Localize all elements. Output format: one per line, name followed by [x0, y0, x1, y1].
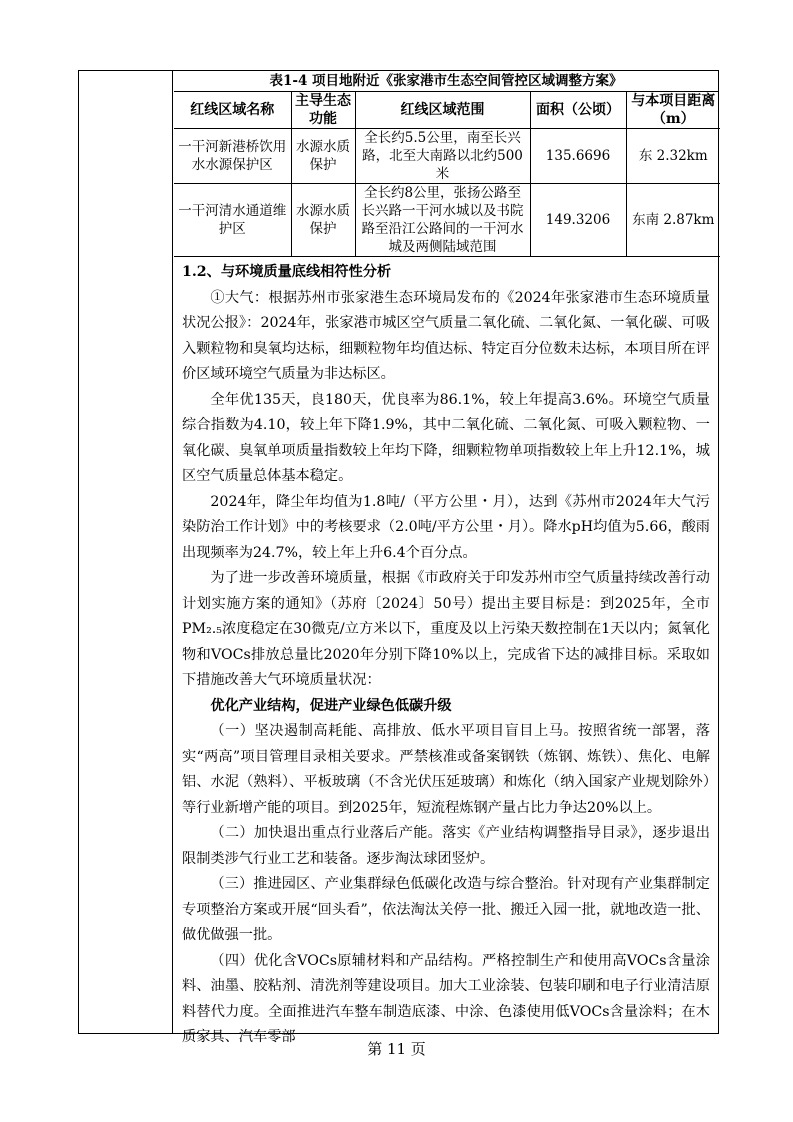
cell-function: 水源水质保护 — [291, 129, 355, 184]
section-heading: 1.2、与环境质量底线相符性分析 — [182, 264, 392, 280]
content-column — [174, 71, 718, 1045]
table-header-row — [174, 92, 720, 129]
cell-distance: 东南 2.87km — [626, 184, 720, 257]
cell-area: 135.6696 — [530, 129, 626, 184]
header-function: 主导生态功能 — [291, 92, 355, 129]
table-row — [174, 184, 720, 257]
header-distance: 与本项目距离（m） — [626, 92, 720, 129]
table-row — [174, 129, 720, 184]
header-zone-name: 红线区域名称 — [174, 92, 291, 129]
subheading: 优化产业结构，促进产业绿色低碳升级 — [210, 697, 452, 714]
measure-item: （四）优化含VOCs原辅材料和产品结构。严格控制生产和使用高VOCs含量涂料、油墨、胶粘剂、清洗剂等建设项目。加大工业涂装、包装印刷和电子行业清洁原料替代力度。全面推进汽车整车制造底漆、中涂、色漆使用低VOCs含量涂料；在木质家具、汽车零部 — [182, 952, 710, 1045]
cell-zone-name: 一干河新港桥饮用水水源保护区 — [174, 129, 291, 184]
paragraph: 为了进一步改善环境质量，根据《市政府关于印发苏州市空气质量持续改善行动计划实施方案的通知》（苏府〔2024〕50号）提出主要目标是：到2025年，全市PM₂.₅浓度稳定在30微克/立方米以下，重度及以上污染天数控制在1天以内；氮氧化物和VOCs排放总量比2020年分别下降10%以上，完成省下达的减排目标。采取如下措施改善大气环境质量状况： — [182, 570, 710, 688]
paragraph: 2024年，降尘年均值为1.8吨/（平方公里・月），达到《苏州市2024年大气污染防治工作计划》中的考核要求（2.0吨/平方公里・月）。降水pH均值为5.66，酸雨出现频率为24.7%，较上年上升6.4个百分点。 — [182, 493, 710, 561]
page-number: 第 11 页 — [367, 1040, 426, 1058]
cell-distance: 东 2.32km — [626, 129, 720, 184]
cell-area: 149.3206 — [530, 184, 626, 257]
measure-item: （一）坚决遏制高耗能、高排放、低水平项目盲目上马。按照省统一部署，落实“两高”项目管理目录相关要求。严禁核准或备案钢铁（炼钢、炼铁）、焦化、电解铝、水泥（熟料）、平板玻璃（不含光伏压延玻璃）和炼化（纳入国家产业规划除外）等行业新增产能的项目。到2025年，短流程炼钢产量占比力争达20%以上。 — [182, 723, 710, 816]
header-range: 红线区域范围 — [355, 92, 530, 129]
cell-range: 全长约8公里，张扬公路至长兴路一干河水城以及书院路至沿江公路间的一干河水城及两侧陆域范围 — [355, 184, 530, 257]
measure-item: （二）加快退出重点行业落后产能。落实《产业结构调整指导目录》，逐步退出限制类涉气行业工艺和装备。逐步淘汰球团竖炉。 — [182, 825, 710, 867]
paragraph: 全年优135天，良180天，优良率为86.1%，较上年提高3.6%。环境空气质量综合指数为4.10，较上年下降1.9%，其中二氧化硫、二氧化氮、可吸入颗粒物、一氧化碳、臭氧单项质量指数较上年均下降，细颗粒物单项指数较上年上升12.1%，城区空气质量总体基本稳定。 — [182, 391, 710, 484]
ecological-zone-table — [174, 92, 720, 257]
left-label-column — [79, 71, 173, 1033]
cell-range: 全长约5.5公里，南至长兴路，北至大南路以北约500米 — [355, 129, 530, 184]
paragraph: ①大气：根据苏州市张家港生态环境局发布的《2024年张家港市生态环境质量状况公报》：2024年，张家港市城区空气质量二氧化硫、二氧化氮、一氧化碳、可吸入颗粒物和臭氧均达标，细颗粒物年均值达标、特定百分位数未达标，本项目所在评价区域环境空气质量为非达标区。 — [182, 289, 710, 382]
analysis-body — [174, 257, 718, 1051]
table-title: 表1-4 项目地附近《张家港市生态空间管控区域调整方案》 — [174, 71, 718, 92]
measure-item: （三）推进园区、产业集群绿色低碳化改造与综合整治。针对现有产业集群制定专项整治方案或开展“回头看”，依法淘汰关停一批、搬迁入园一批，就地改造一批、做优做强一批。 — [182, 876, 710, 943]
cell-function: 水源水质保护 — [291, 184, 355, 257]
page-frame — [78, 70, 719, 1045]
header-area: 面积（公顷） — [530, 92, 626, 129]
cell-zone-name: 一干河清水通道维护区 — [174, 184, 291, 257]
